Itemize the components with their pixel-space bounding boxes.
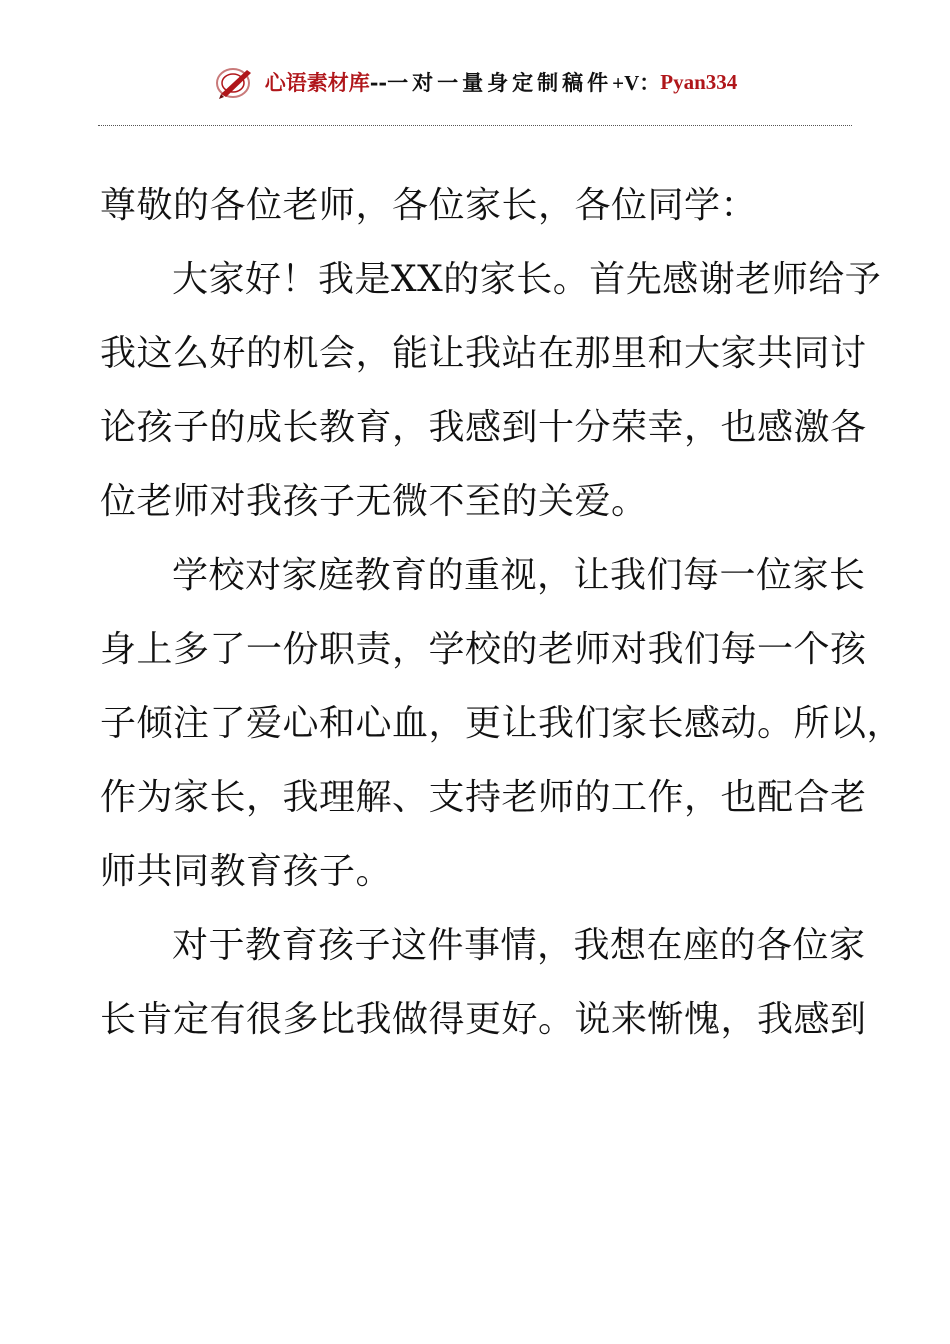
contact-id: Pyan334 bbox=[660, 69, 738, 94]
text-line: 师共同教育孩子。 bbox=[100, 851, 393, 892]
text-line: 对于教育孩子这件事情，我想在座的各位家 bbox=[172, 925, 866, 966]
text-line: 身上多了一份职责，学校的老师对我们每一个孩 bbox=[100, 629, 867, 670]
text-line: 尊敬的各位老师，各位家长，各位同学： bbox=[100, 185, 758, 226]
text-line: 位老师对我孩子无微不至的关爱。 bbox=[100, 481, 648, 522]
contact-label: +V： bbox=[612, 71, 661, 95]
text-line: 子倾注了爱心和心血，更让我们家长感动。所以， bbox=[100, 703, 904, 744]
document-body bbox=[100, 180, 904, 1068]
text-line: 我这么好的机会，能让我站在那里和大家共同讨 bbox=[100, 333, 867, 374]
pen-logo-icon bbox=[213, 62, 257, 102]
text-line: 论孩子的成长教育，我感到十分荣幸，也感激各 bbox=[100, 407, 867, 448]
text-line: 大家好！我是XX的家长。首先感谢老师给予 bbox=[172, 259, 882, 300]
header-separator: -- bbox=[369, 69, 388, 95]
header-slogan: 一对一量身定制稿件 bbox=[387, 70, 613, 95]
text-line: 长肯定有很多比我做得更好。说来惭愧，我感到 bbox=[100, 999, 867, 1040]
brand-name: 心语素材库 bbox=[264, 70, 370, 95]
page-header bbox=[0, 60, 950, 104]
text-line: 学校对家庭教育的重视，让我们每一位家长 bbox=[172, 555, 866, 596]
header-divider bbox=[98, 125, 852, 126]
text-line: 作为家长，我理解、支持老师的工作，也配合老 bbox=[100, 777, 867, 818]
